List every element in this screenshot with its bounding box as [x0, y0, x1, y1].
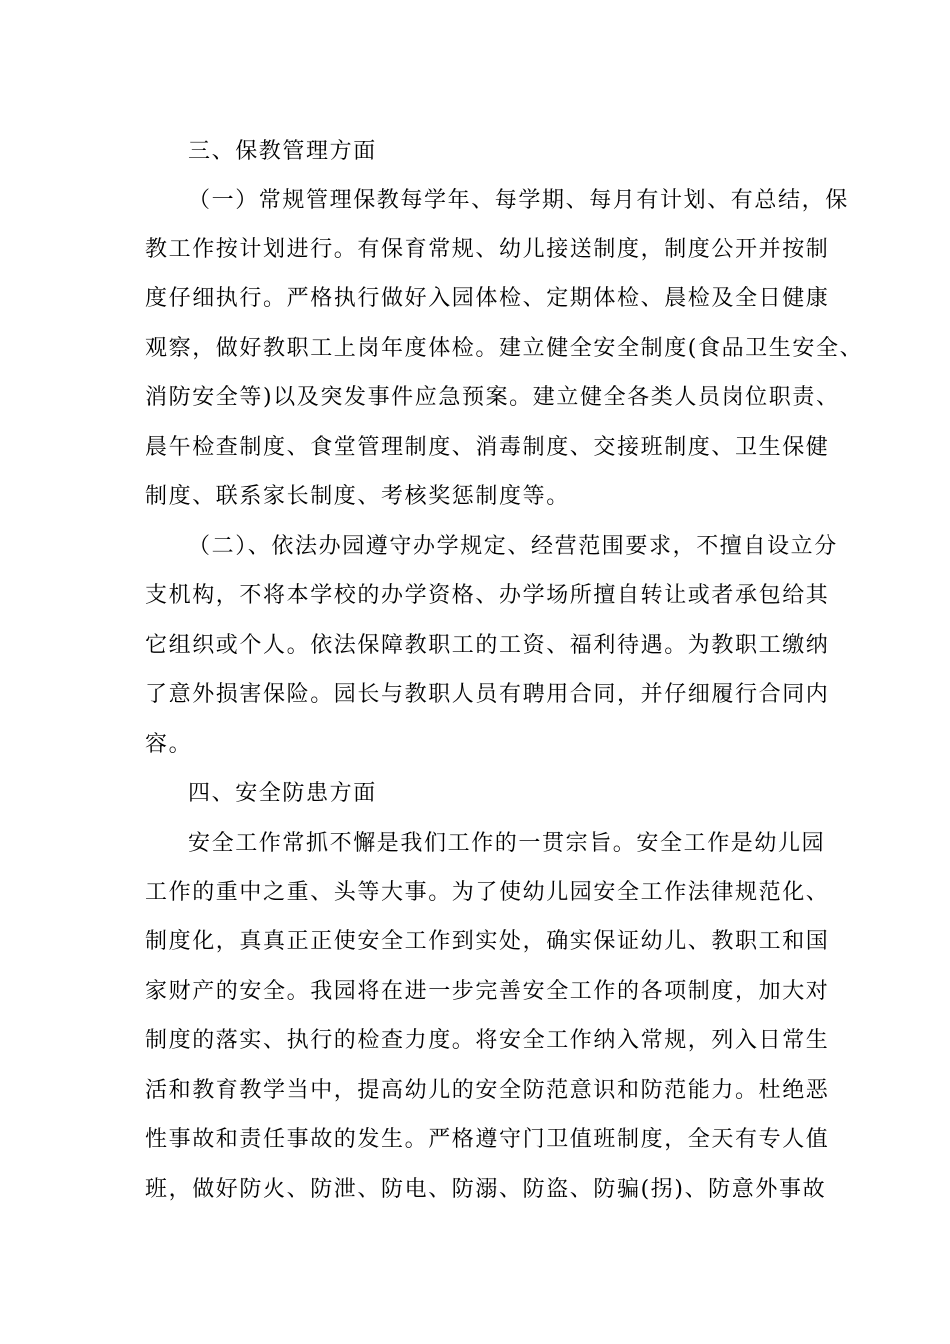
- paragraph-2-line-1: （二）、依法办园遵守办学规定、经营范围要求，不擅自设立分: [188, 534, 838, 559]
- paragraph-2-line-2: 支机构，不将本学校的办学资格、办学场所擅自转让或者承包给其: [145, 583, 830, 608]
- paragraph-1-line-6: 晨午检查制度、食堂管理制度、消毒制度、交接班制度、卫生保健: [145, 435, 830, 460]
- paragraph-3-line-1: 安全工作常抓不懈是我们工作的一贯宗旨。安全工作是幼儿园: [188, 831, 826, 856]
- paragraph-1-line-1: （一）常规管理保教每学年、每学期、每月有计划、有总结，保: [188, 188, 849, 213]
- paragraph-2-line-4: 了意外损害保险。园长与教职人员有聘用合同，并仔细履行合同内: [145, 682, 830, 707]
- paragraph-3-line-8: 班，做好防火、防泄、防电、防溺、防盗、防骗(拐)、防意外事故: [145, 1177, 827, 1202]
- paragraph-1-line-3: 度仔细执行。严格执行做好入园体检、定期体检、晨检及全日健康: [145, 286, 830, 311]
- paragraph-3-line-5: 制度的落实、执行的检查力度。将安全工作纳入常规，列入日常生: [145, 1028, 830, 1053]
- paragraph-3-line-4: 家财产的安全。我园将在进一步完善安全工作的各项制度，加大对: [145, 979, 830, 1004]
- paragraph-3-line-7: 性事故和责任事故的发生。严格遵守门卫值班制度，全天有专人值: [145, 1127, 830, 1152]
- paragraph-3-line-3: 制度化，真真正正使安全工作到实处，确实保证幼儿、教职工和国: [145, 929, 830, 954]
- paragraph-3-line-6: 活和教育教学当中，提高幼儿的安全防范意识和防范能力。杜绝恶: [145, 1078, 830, 1103]
- section-heading-3: 三、保教管理方面: [188, 139, 377, 164]
- paragraph-1-line-2: 教工作按计划进行。有保育常规、幼儿接送制度，制度公开并按制: [145, 237, 830, 262]
- paragraph-1-line-4: 观察，做好教职工上岗年度体检。建立健全安全制度(食品卫生安全、: [145, 336, 864, 361]
- paragraph-3-line-2: 工作的重中之重、头等大事。为了使幼儿园安全工作法律规范化、: [145, 880, 830, 905]
- paragraph-1-line-5: 消防安全等)以及突发事件应急预案。建立健全各类人员岗位职责、: [145, 385, 840, 410]
- paragraph-2-line-5: 容。: [145, 732, 193, 757]
- paragraph-1-line-7: 制度、联系家长制度、考核奖惩制度等。: [145, 484, 570, 509]
- paragraph-2-line-3: 它组织或个人。依法保障教职工的工资、福利待遇。为教职工缴纳: [145, 633, 830, 658]
- section-heading-4: 四、安全防患方面: [188, 781, 377, 806]
